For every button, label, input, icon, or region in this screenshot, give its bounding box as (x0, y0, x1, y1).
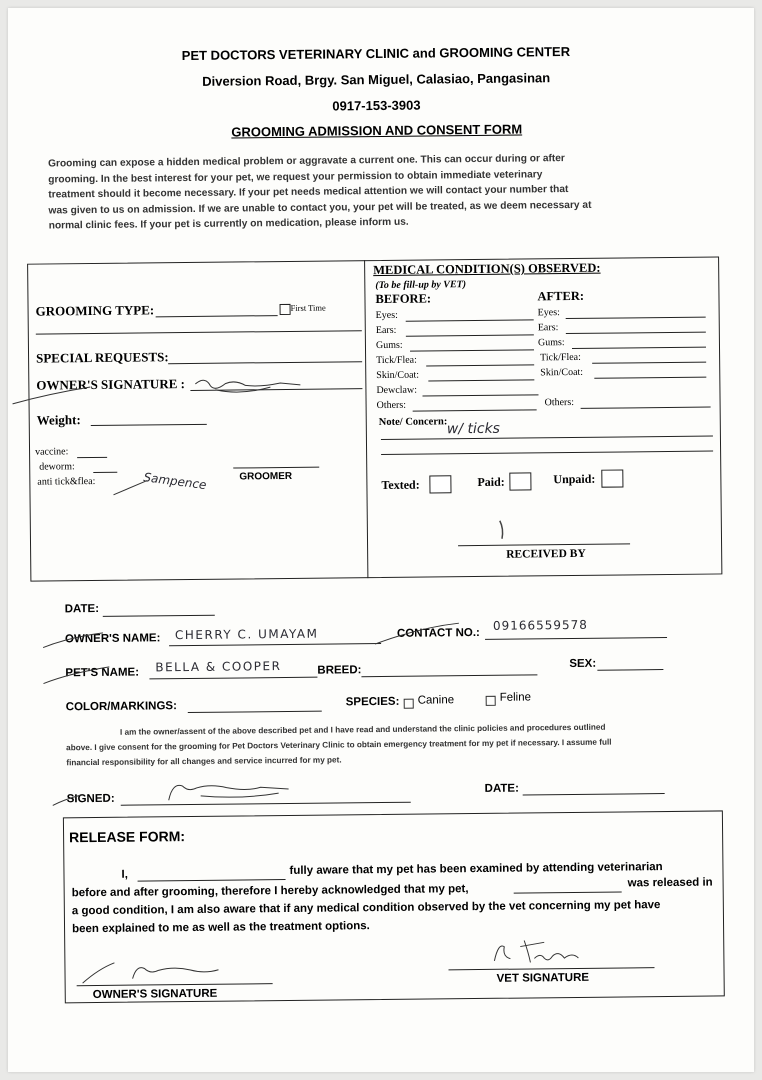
weight-label: Weight: (36, 412, 81, 428)
vet-signature-label: VET SIGNATURE (496, 971, 590, 985)
consent-line: I am the owner/assent of the above described pet and I have read and understand the clinic policies and procedures outlined (119, 722, 606, 737)
before-tickflea-label: Tick/Flea: (376, 354, 417, 367)
before-others-label: Others: (376, 399, 407, 412)
date-field[interactable] (103, 615, 215, 617)
form-page (8, 8, 754, 1072)
before-gums-label: Gums: (375, 339, 403, 352)
signed-signature-icon (50, 772, 350, 811)
owner-signature-scribble-icon (10, 372, 360, 406)
after-gums-label: Gums: (537, 337, 565, 349)
groomer-label: GROOMER (239, 470, 293, 483)
before-eyes-label: Eyes: (375, 309, 398, 322)
before-skincoat-label: Skin/Coat: (376, 369, 420, 382)
color-markings-label: COLOR/MARKINGS: (65, 700, 177, 714)
after-others-label: Others: (544, 396, 575, 409)
note-handwritten: w/ ticks (446, 420, 501, 438)
intro-line: treatment should it become necessary. If your pet needs medical attention we will contact your number that (48, 184, 569, 201)
form-sheet (8, 8, 754, 1072)
release-line-1: fully aware that my pet has been examined by attending veterinarian (289, 861, 663, 877)
vet-signature-icon (488, 936, 598, 969)
tick-mark-icon (111, 476, 151, 496)
medical-subtitle: (To be fill-up by VET) (375, 279, 467, 292)
medical-title: MEDICAL CONDITION(S) OBSERVED: (373, 260, 601, 278)
consent-line: financial responsibility for all changes and service incurred for my pet. (66, 755, 342, 768)
grooming-type-label: GROOMING TYPE: (35, 302, 155, 319)
signed-label: SIGNED: (66, 792, 115, 806)
feline-checkbox[interactable] (486, 696, 496, 706)
vaccine-label: vaccine: (35, 446, 69, 458)
after-tickflea-label: Tick/Flea: (540, 351, 581, 364)
sex-field[interactable] (597, 669, 663, 671)
pet-name-value: BELLA & COOPER (155, 659, 282, 675)
intro-line: normal clinic fees. If your pet is currently on medication, please inform us. (48, 216, 409, 232)
clinic-address: Diversion Road, Brgy. San Miguel, Calasiao, Pangasinan (202, 70, 551, 89)
species-label: SPECIES: (345, 695, 400, 709)
texted-checkbox[interactable] (429, 475, 451, 493)
texted-label: Texted: (381, 477, 420, 492)
contact-no-label: CONTACT NO.: (396, 626, 480, 640)
date-label: DATE: (64, 602, 100, 616)
feline-label: Feline (499, 691, 532, 704)
owner-name-value: CHERRY C. UMAYAM (174, 626, 319, 643)
release-i-label: I, (121, 868, 128, 881)
release-line-2: before and after grooming, therefore I hereby acknowledged that my pet, (71, 883, 469, 900)
release-title: RELEASE FORM: (69, 828, 186, 846)
canine-label: Canine (417, 694, 455, 707)
breed-field[interactable] (361, 674, 537, 677)
before-heading: BEFORE: (375, 291, 432, 307)
intro-line: grooming. In the best interest for your pet, we request your permission to obtain immediate veterinary (48, 168, 543, 185)
breed-label: BREED: (317, 664, 362, 677)
intro-line: was given to us on admission. If we are unable to contact you, your pet will be treated, as we deem necessary at (48, 199, 592, 216)
pet-strike-mark-icon (39, 663, 119, 688)
color-markings-field[interactable] (188, 711, 322, 713)
owner-name-label: OWNER'S NAME: (64, 632, 161, 646)
paid-checkbox[interactable] (509, 472, 531, 490)
signed-date-field[interactable] (523, 793, 665, 795)
unpaid-label: Unpaid: (553, 471, 596, 487)
consent-paragraph (66, 719, 706, 771)
after-ears-label: Ears: (537, 322, 559, 334)
contact-no-value: 09166559578 (492, 617, 588, 633)
canine-checkbox[interactable] (404, 699, 414, 709)
owner-release-signature-label: OWNER'S SIGNATURE (92, 987, 218, 1002)
sex-label: SEX: (569, 657, 597, 671)
note-label: Note/ Concern: (378, 416, 448, 429)
signed-date-label: DATE: (484, 782, 519, 795)
form-title: GROOMING ADMISSION AND CONSENT FORM (231, 121, 523, 140)
before-dewclaw-label: Dewclaw: (376, 384, 418, 397)
after-eyes-label: Eyes: (537, 307, 560, 319)
clinic-phone: 0917-153-3903 (332, 97, 421, 114)
contact-no-field[interactable] (485, 637, 667, 640)
clinic-name: PET DOCTORS VETERINARY CLINIC and GROOMING CENTER (181, 43, 571, 64)
release-line-4: been explained to me as well as the treatment options. (71, 920, 370, 936)
anti-tick-label: anti tick&flea: (37, 475, 96, 488)
received-by-label: RECEIVED BY (506, 547, 586, 561)
unpaid-checkbox[interactable] (601, 469, 623, 487)
before-ears-label: Ears: (375, 324, 397, 337)
first-time-label: First Time (290, 302, 326, 313)
ink-mark-icon (496, 519, 512, 543)
after-skincoat-label: Skin/Coat: (540, 366, 584, 379)
intro-paragraph (48, 150, 709, 234)
pet-name-field[interactable] (149, 677, 317, 680)
release-line-2b: was released in (627, 876, 713, 890)
special-requests-label: SPECIAL REQUESTS: (35, 349, 169, 366)
after-heading: AFTER: (537, 288, 585, 304)
intro-line: Grooming can expose a hidden medical problem or aggravate a current one. This can occur during or after (47, 153, 565, 170)
paid-label: Paid: (477, 474, 505, 489)
deworm-label: deworm: (39, 461, 75, 473)
strike-marks-icon (39, 619, 479, 654)
release-line-3: a good condition, I am also aware that if any medical condition observed by the vet concerning my pet have (71, 899, 661, 918)
first-time-checkbox[interactable] (280, 304, 291, 315)
owner-signature-label: OWNER'S SIGNATURE : (36, 376, 185, 393)
groomer-handwritten: Sampence (142, 470, 208, 493)
pet-name-label: PET'S NAME: (65, 666, 140, 680)
consent-line: above. I give consent for the grooming for Pet Doctors Veterinary Clinic to obtain emergency treatment for my pet if necessary. I assume full (66, 737, 612, 753)
